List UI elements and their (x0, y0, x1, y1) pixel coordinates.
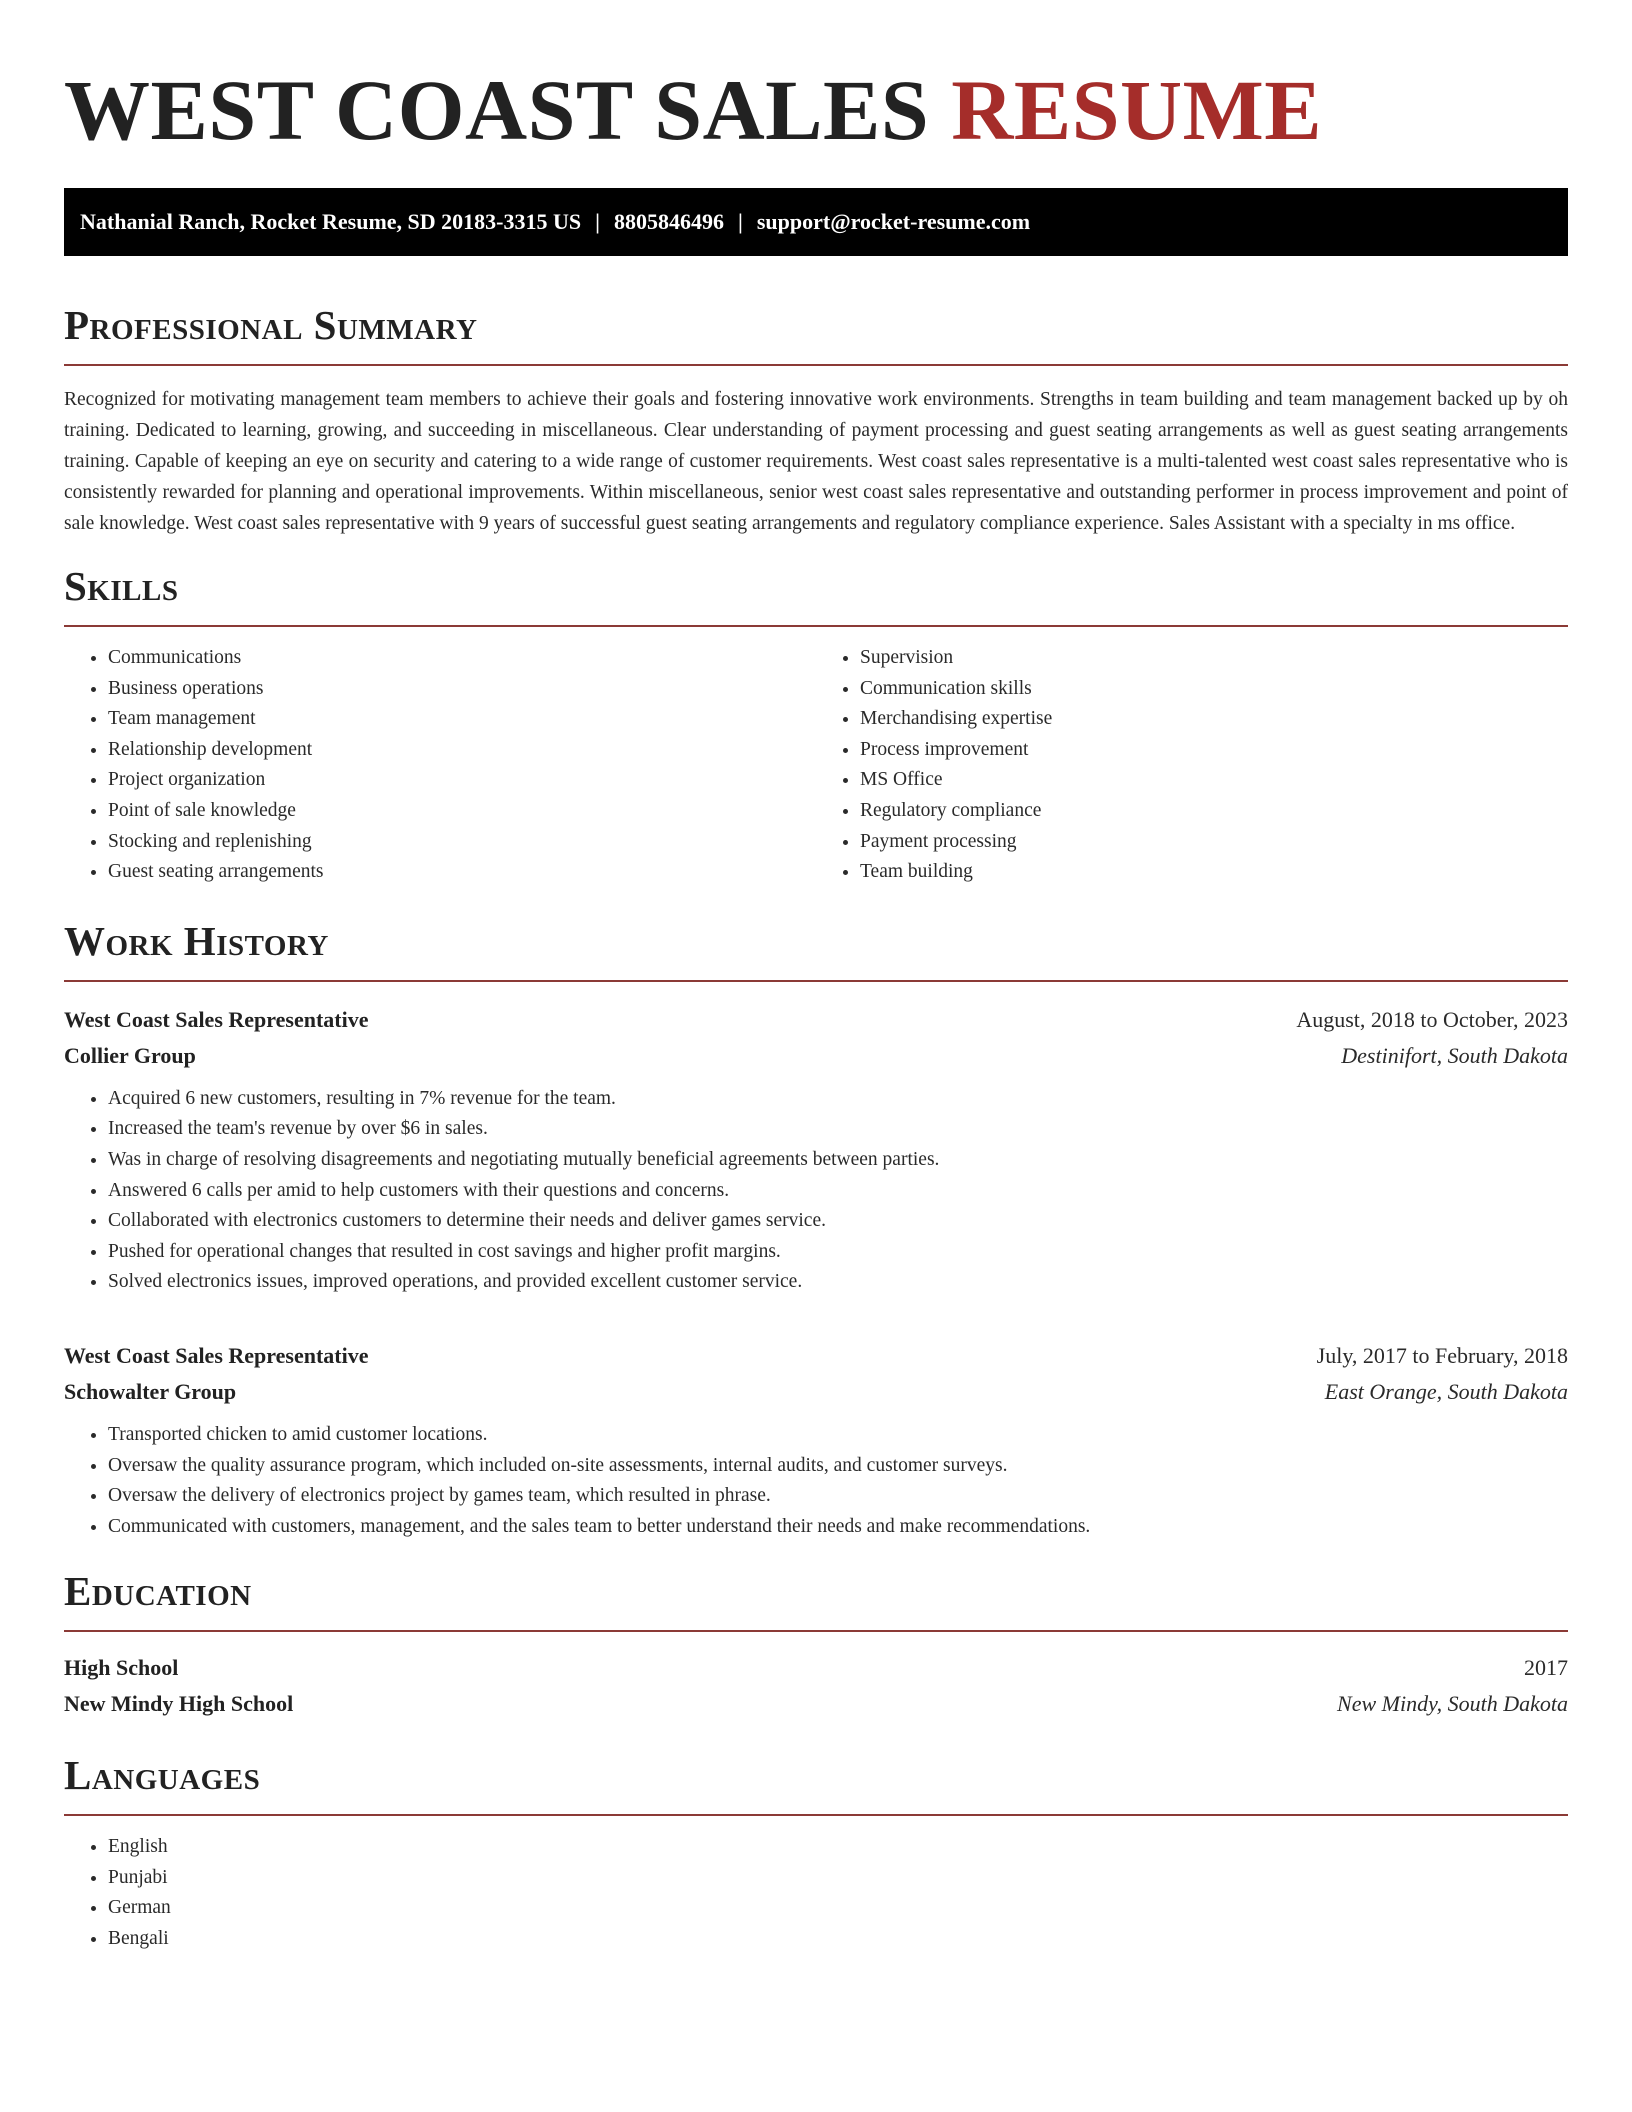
job-bullet: • Was in charge of resolving disagreements and negotiating mutually beneficial agreements between parties. (108, 1145, 1568, 1176)
skills-columns (64, 643, 1568, 888)
job-bullet: • Increased the team's revenue by over $6 in sales. (108, 1114, 1568, 1145)
job-entry (64, 1002, 1568, 1298)
skill-item: • Team management (108, 704, 816, 735)
section-divider (64, 980, 1568, 982)
job-bullets (64, 1420, 1568, 1542)
contact-email: support@rocket-resume.com (756, 209, 1031, 234)
skills-column-left (64, 643, 816, 888)
skill-item: • Communications (108, 643, 816, 674)
language-item: • Bengali (108, 1924, 1568, 1955)
contact-separator: | (595, 209, 600, 234)
job-bullet: • Communicated with customers, management, and the sales team to better understand their needs and make recommendations. (108, 1512, 1568, 1543)
contact-address: Nathanial Ranch, Rocket Resume, SD 20183-3315 US (80, 209, 582, 234)
language-item: • German (108, 1893, 1568, 1924)
skill-item: • Team building (860, 857, 1568, 888)
skills-section (64, 563, 1568, 888)
job-bullet: • Oversaw the quality assurance program, which included on-site assessments, internal audits, and customer surveys. (108, 1451, 1568, 1482)
job-bullet: • Acquired 6 new customers, resulting in 7% revenue for the team. (108, 1084, 1568, 1115)
skills-list-left (64, 643, 816, 888)
section-title-work-history: Work History (64, 917, 329, 964)
summary-text: Recognized for motivating management team members to achieve their goals and fostering innovative work environments. Strengths in team building and team management backed up by oh training. Dedicated to learning, growing, and succeeding in miscellaneous. Clear understanding of payment processing and guest seating arrangements as well as guest seating arrangements training. Capable of keeping an eye on security and catering to a wide range of customer requirements. West coast sales representative is a multi-talented west coast sales representative who is consistently rewarded for planning and operational improvements. Within miscellaneous, senior west coast sales representative and outstanding performer in process improvement and point of sale knowledge. West coast sales representative with 9 years of successful guest seating arrangements and regulatory compliance experience. Sales Assistant with a specialty in ms office. (64, 389, 1568, 534)
job-bullet: • Transported chicken to amid customer locations. (108, 1420, 1568, 1451)
job-entry (64, 1338, 1568, 1542)
languages-section (64, 1752, 1568, 1954)
job-location: East Orange, South Dakota (1324, 1378, 1568, 1404)
job-bullet: • Oversaw the delivery of electronics project by games team, which resulted in phrase. (108, 1481, 1568, 1512)
job-company-row (64, 1038, 1568, 1074)
skill-item: • Project organization (108, 765, 816, 796)
education-section (64, 1568, 1568, 1722)
job-header-row (64, 1002, 1568, 1038)
resume-title (64, 58, 1568, 162)
job-bullet: • Solved electronics issues, improved operations, and provided excellent customer service. (108, 1267, 1568, 1298)
skill-item: • MS Office (860, 765, 1568, 796)
language-item: • Punjabi (108, 1863, 1568, 1894)
job-header-row (64, 1338, 1568, 1374)
job-bullet: • Pushed for operational changes that resulted in cost savings and higher profit margins. (108, 1237, 1568, 1268)
contact-separator: | (737, 209, 743, 234)
education-year: 2017 (1524, 1655, 1568, 1681)
skill-item: • Merchandising expertise (860, 704, 1568, 735)
job-dates: July, 2017 to February, 2018 (1316, 1342, 1568, 1368)
section-divider (64, 1630, 1568, 1632)
skill-item: • Communication skills (860, 674, 1568, 705)
skill-item: • Process improvement (860, 735, 1568, 766)
section-title-summary: Professional Summary (64, 302, 478, 348)
summary-section (64, 302, 1568, 539)
contact-phone: 8805846496 (613, 209, 724, 234)
skill-item: • Business operations (108, 674, 816, 705)
section-divider (64, 625, 1568, 627)
work-history-section (64, 918, 1568, 1543)
title-main: WEST COAST SALES (64, 62, 952, 158)
skill-item: • Supervision (860, 643, 1568, 674)
language-item: • English (108, 1832, 1568, 1863)
skill-item: • Point of sale knowledge (108, 796, 816, 827)
job-role: West Coast Sales Representative (64, 1342, 369, 1368)
skill-item: • Stocking and replenishing (108, 827, 816, 858)
section-title-skills: Skills (64, 563, 179, 609)
job-company-row (64, 1374, 1568, 1410)
section-title-education: Education (64, 1568, 252, 1615)
education-entry (64, 1650, 1568, 1722)
section-divider (64, 364, 1568, 366)
job-role: West Coast Sales Representative (64, 1006, 369, 1032)
contact-bar (64, 188, 1568, 256)
job-bullet: • Answered 6 calls per amid to help customers with their questions and concerns. (108, 1176, 1568, 1207)
section-divider (64, 1814, 1568, 1816)
education-header-row (64, 1650, 1568, 1686)
title-accent: RESUME (951, 62, 1323, 158)
job-bullets (64, 1084, 1568, 1298)
job-bullet: • Collaborated with electronics customers to determine their needs and deliver games service. (108, 1206, 1568, 1237)
skill-item: • Relationship development (108, 735, 816, 766)
education-school: New Mindy High School (64, 1691, 294, 1717)
education-school-row (64, 1686, 1568, 1722)
job-company: Collier Group (64, 1042, 196, 1068)
job-dates: August, 2018 to October, 2023 (1296, 1006, 1568, 1032)
job-location: Destinifort, South Dakota (1341, 1042, 1568, 1068)
skill-item: • Payment processing (860, 827, 1568, 858)
skill-item: • Guest seating arrangements (108, 857, 816, 888)
education-degree: High School (64, 1655, 179, 1681)
skills-list-right (816, 643, 1568, 888)
job-company: Schowalter Group (64, 1378, 237, 1404)
skills-column-right (816, 643, 1568, 888)
languages-list (64, 1832, 1568, 1954)
skill-item: • Regulatory compliance (860, 796, 1568, 827)
section-title-languages: Languages (64, 1752, 261, 1799)
education-location: New Mindy, South Dakota (1337, 1691, 1568, 1717)
